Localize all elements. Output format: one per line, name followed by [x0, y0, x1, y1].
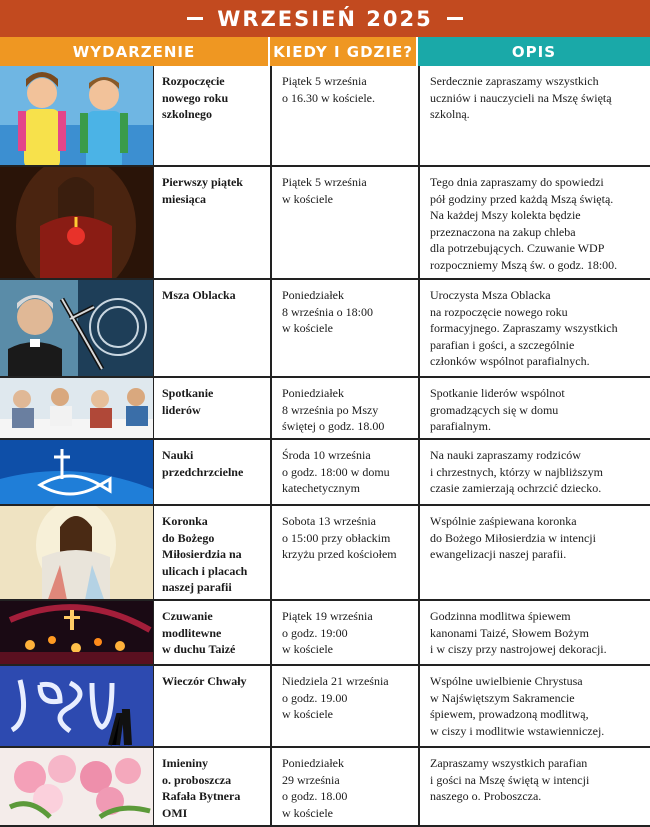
event-when-line: 8 września o 18:00	[282, 304, 373, 319]
event-when	[270, 666, 418, 746]
event-name-line: Spotkanie	[162, 386, 214, 400]
event-description-line: formacyjnego. Zapraszamy wszystkich	[430, 321, 618, 335]
event-description	[418, 280, 650, 376]
event-when-line: w kościele	[282, 321, 333, 335]
event-when	[270, 506, 418, 599]
event-description-line: parafialnym.	[430, 419, 491, 433]
event-description-line: Zapraszamy wszystkich parafian	[430, 756, 588, 770]
event-description	[418, 666, 650, 746]
event-name	[153, 506, 270, 599]
event-when	[270, 66, 418, 165]
event-when-line: o godz. 19:00	[282, 625, 348, 640]
event-description-line: do Bożego Miłosierdzia w intencji	[430, 530, 596, 545]
event-when	[270, 440, 418, 504]
event-row	[0, 378, 650, 440]
event-description-line: szkolną.	[430, 107, 470, 121]
event-description-line: kanonami Taizé, Słowem Bożym	[430, 625, 589, 640]
event-when-line: 29 września	[282, 772, 340, 787]
event-name-line: ulicach i placach	[162, 563, 248, 578]
event-description-line: członków wspólnot parafialnych.	[430, 354, 590, 368]
month-title: WRZESIEŃ 2025	[217, 6, 433, 31]
children-with-backpacks-photo	[0, 66, 153, 165]
event-description-line: rozpoczniemy Mszą św. o godz. 18:00.	[430, 257, 618, 272]
event-when-line: o 15:00 przy obłackim	[282, 530, 391, 545]
event-description-line: Tego dnia zapraszamy do spowiedzi	[430, 175, 604, 189]
month-banner	[0, 0, 650, 37]
event-description-line: i gości na Mszę świętą w intencji	[430, 772, 590, 787]
event-description-line: śpiewem, prowadzoną modlitwą,	[430, 707, 589, 721]
event-name	[153, 748, 270, 825]
event-name-line: liderów	[162, 402, 201, 417]
event-when	[270, 601, 418, 664]
event-description-line: i w ciszy przy nastrojowej dekoracji.	[430, 642, 607, 656]
event-description-line: na rozpoczęcie nowego roku	[430, 304, 568, 319]
event-description-line: Na nauki zapraszamy rodziców	[430, 448, 581, 462]
event-description	[418, 378, 650, 438]
event-name-line: modlitewne	[162, 625, 222, 640]
taize-candlelight-prayer-photo	[0, 601, 153, 664]
header-when: KIEDY I GDZIE?	[270, 37, 418, 66]
pink-flowers-bouquet-photo	[0, 748, 153, 825]
event-row	[0, 666, 650, 748]
event-row	[0, 440, 650, 506]
event-name-line: nowego roku	[162, 90, 229, 105]
event-description	[418, 167, 650, 278]
event-description-line: Uroczysta Msza Oblacka	[430, 288, 551, 302]
event-when-line: Piątek 5 września	[282, 74, 367, 88]
worship-raised-hands-jesus-neon	[0, 666, 153, 746]
event-description-line: Serdecznie zapraszamy wszystkich	[430, 74, 599, 88]
event-name-line: Rozpoczęcie	[162, 74, 225, 88]
event-name-line: w duchu Taizé	[162, 642, 236, 656]
event-when-line: w kościele	[282, 707, 333, 721]
event-description-line: ewangelizacji naszej parafii.	[430, 547, 567, 561]
event-when-line: krzyżu przed kościołem	[282, 547, 397, 561]
event-name	[153, 66, 270, 165]
event-description-line: Spotkanie liderów wspólnot	[430, 386, 565, 400]
event-description-line: Wspólnie zaśpiewana koronka	[430, 514, 577, 528]
event-description	[418, 601, 650, 664]
event-name	[153, 378, 270, 438]
header-desc: OPIS	[418, 37, 650, 66]
oblate-founder-portrait-with-cross	[0, 280, 153, 376]
event-description-line: Wspólne uwielbienie Chrystusa	[430, 674, 583, 688]
event-name-line: naszej parafii	[162, 580, 232, 594]
event-name-line: Miłosierdzia na	[162, 547, 242, 561]
event-when	[270, 280, 418, 376]
event-row	[0, 66, 650, 167]
event-when-line: Poniedziałek	[282, 288, 344, 302]
event-row	[0, 748, 650, 827]
event-description-line: przeznaczona na zakup chleba	[430, 224, 576, 239]
event-name-line: Pierwszy piątek	[162, 175, 243, 189]
event-when-line: Środa 10 września	[282, 448, 371, 462]
event-description-line: uczniów i nauczycieli na Mszę świętą	[430, 90, 612, 105]
event-name-line: Nauki	[162, 448, 194, 462]
event-name-line: do Bożego	[162, 530, 215, 545]
event-description	[418, 440, 650, 504]
event-row	[0, 167, 650, 280]
event-row	[0, 280, 650, 378]
event-when-line: w kościele	[282, 805, 333, 820]
banner-dash-right	[447, 17, 463, 20]
event-description-line: Godzinna modlitwa śpiewem	[430, 609, 571, 623]
event-when-line: Poniedziałek	[282, 756, 344, 770]
event-when-line: w kościele	[282, 191, 333, 206]
event-when	[270, 748, 418, 825]
event-name-line: przedchrzcielne	[162, 464, 244, 479]
event-when-line: świętej o godz. 18.00	[282, 419, 385, 433]
leaders-meeting-photo	[0, 378, 153, 438]
event-when-line: Sobota 13 września	[282, 514, 376, 528]
event-name-line: Imieniny	[162, 756, 209, 770]
header-event: WYDARZENIE	[0, 37, 270, 66]
event-name-line: Rafała Bytnera	[162, 789, 241, 803]
event-name-line: o. proboszcza	[162, 772, 232, 787]
event-when-line: o godz. 18:00 w domu	[282, 464, 390, 479]
event-when-line: 8 września po Mszy	[282, 402, 379, 417]
event-row	[0, 506, 650, 601]
event-name-line: Koronka	[162, 514, 208, 528]
event-name-line: Msza Oblacka	[162, 288, 236, 302]
event-when-line: Niedziela 21 września	[282, 674, 389, 688]
event-description-line: pół godziny przed każdą Mszą świętą.	[430, 191, 614, 206]
event-description	[418, 748, 650, 825]
event-description-line: Na każdej Mszy kolekta będzie	[430, 208, 581, 222]
event-when-line: o godz. 18.00	[282, 789, 348, 803]
event-when-line: katechetycznym	[282, 481, 360, 495]
event-when-line: o 16.30 w kościele.	[282, 90, 375, 105]
event-when-line: o godz. 19.00	[282, 690, 348, 705]
event-when-line: Poniedziałek	[282, 386, 344, 400]
event-name-line: Wieczór Chwały	[162, 674, 247, 688]
divine-mercy-jesus-painting	[0, 506, 153, 599]
event-description-line: i chrzestnych, którzy w najbliższym	[430, 464, 603, 479]
event-when-line: Piątek 5 września	[282, 175, 367, 189]
sacred-heart-of-jesus-painting	[0, 167, 153, 278]
event-description-line: gromadzących się w domu	[430, 402, 559, 417]
event-description	[418, 506, 650, 599]
event-when	[270, 378, 418, 438]
event-description-line: parafian i gości, a szczególnie	[430, 337, 575, 352]
event-when-line: w kościele	[282, 642, 333, 656]
baptism-cross-and-fish-symbol	[0, 440, 153, 504]
event-name	[153, 440, 270, 504]
event-description-line: w Najświętszym Sakramencie	[430, 690, 575, 705]
event-when	[270, 167, 418, 278]
event-name	[153, 601, 270, 664]
banner-dash-left	[187, 17, 203, 20]
event-name-line: OMI	[162, 805, 188, 820]
event-name	[153, 666, 270, 746]
event-name	[153, 167, 270, 278]
event-when-line: Piątek 19 września	[282, 609, 373, 623]
event-name-line: szkolnego	[162, 107, 213, 121]
event-description-line: czasie zamierzają ochrzcić dziecko.	[430, 481, 602, 495]
event-description-line: dla potrzebujących. Czuwanie WDP	[430, 241, 605, 255]
event-name-line: miesiąca	[162, 191, 206, 206]
event-description	[418, 66, 650, 165]
event-description-line: naszego o. Proboszcza.	[430, 789, 542, 803]
event-name	[153, 280, 270, 376]
event-row	[0, 601, 650, 666]
event-description-line: w ciszy i modlitwie wstawienniczej.	[430, 723, 605, 738]
event-name-line: Czuwanie	[162, 609, 213, 623]
